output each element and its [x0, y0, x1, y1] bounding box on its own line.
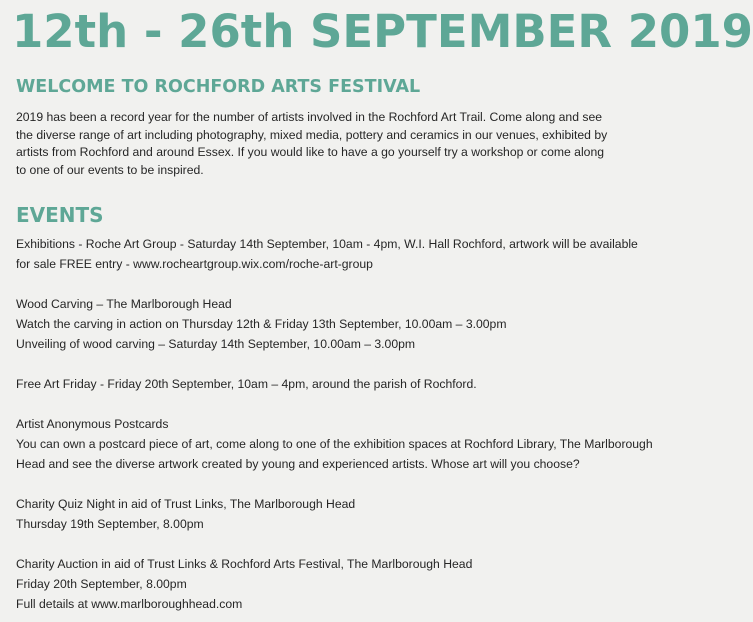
event-line: for sale FREE entry - www.rocheartgroup.wix.com/roche-art-group [16, 257, 373, 271]
event-exhibitions [16, 234, 638, 274]
event-line: Thursday 19th September, 8.00pm [16, 517, 204, 531]
event-line: Free Art Friday - Friday 20th September, 10am – 4pm, around the parish of Rochford. [16, 377, 477, 391]
event-line: Friday 20th September, 8.00pm [16, 577, 187, 591]
event-line: Charity Auction in aid of Trust Links & Rochford Arts Festival, The Marlborough Head [16, 557, 473, 571]
event-line: Full details at www.marlboroughhead.com [16, 597, 243, 611]
festival-dates-heading: 12th - 26th SEPTEMBER 2019 [12, 5, 753, 58]
event-line: Head and see the diverse artwork created by young and experienced artists. Whose art will you choose? [16, 457, 580, 471]
events-heading: EVENTS [16, 203, 104, 227]
welcome-paragraph: 2019 has been a record year for the number of artists involved in the Rochford Art Trail. Come along and see the diverse range of art including photography, mixed media, pottery and ceramics in our venues, exhibited by artists from Rochford and around Essex. If you would like to have a go yourself try a workshop or come along to one of our events to be inspired. [16, 110, 608, 177]
event-line: Unveiling of wood carving – Saturday 14th September, 10.00am – 3.00pm [16, 337, 416, 351]
event-charity-auction [16, 554, 621, 614]
event-line: Exhibitions - Roche Art Group - Saturday 14th September, 10am - 4pm, W.I. Hall Rochford, artwork will be available [16, 237, 638, 251]
event-line: Wood Carving – The Marlborough Head [16, 297, 232, 311]
event-line: Watch the carving in action on Thursday 12th & Friday 13th September, 10.00am – 3.00pm [16, 317, 507, 331]
event-free-art-friday [16, 374, 621, 394]
event-artist-anonymous-postcards [16, 414, 653, 474]
event-line: Artist Anonymous Postcards [16, 417, 169, 431]
event-charity-quiz-night [16, 494, 621, 534]
event-line: Charity Quiz Night in aid of Trust Links, The Marlborough Head [16, 497, 356, 511]
event-line: You can own a postcard piece of art, come along to one of the exhibition spaces at Rochford Library, The Marlborough [16, 437, 653, 451]
event-wood-carving [16, 294, 621, 354]
welcome-heading: WELCOME TO ROCHFORD ARTS FESTIVAL [16, 77, 421, 97]
